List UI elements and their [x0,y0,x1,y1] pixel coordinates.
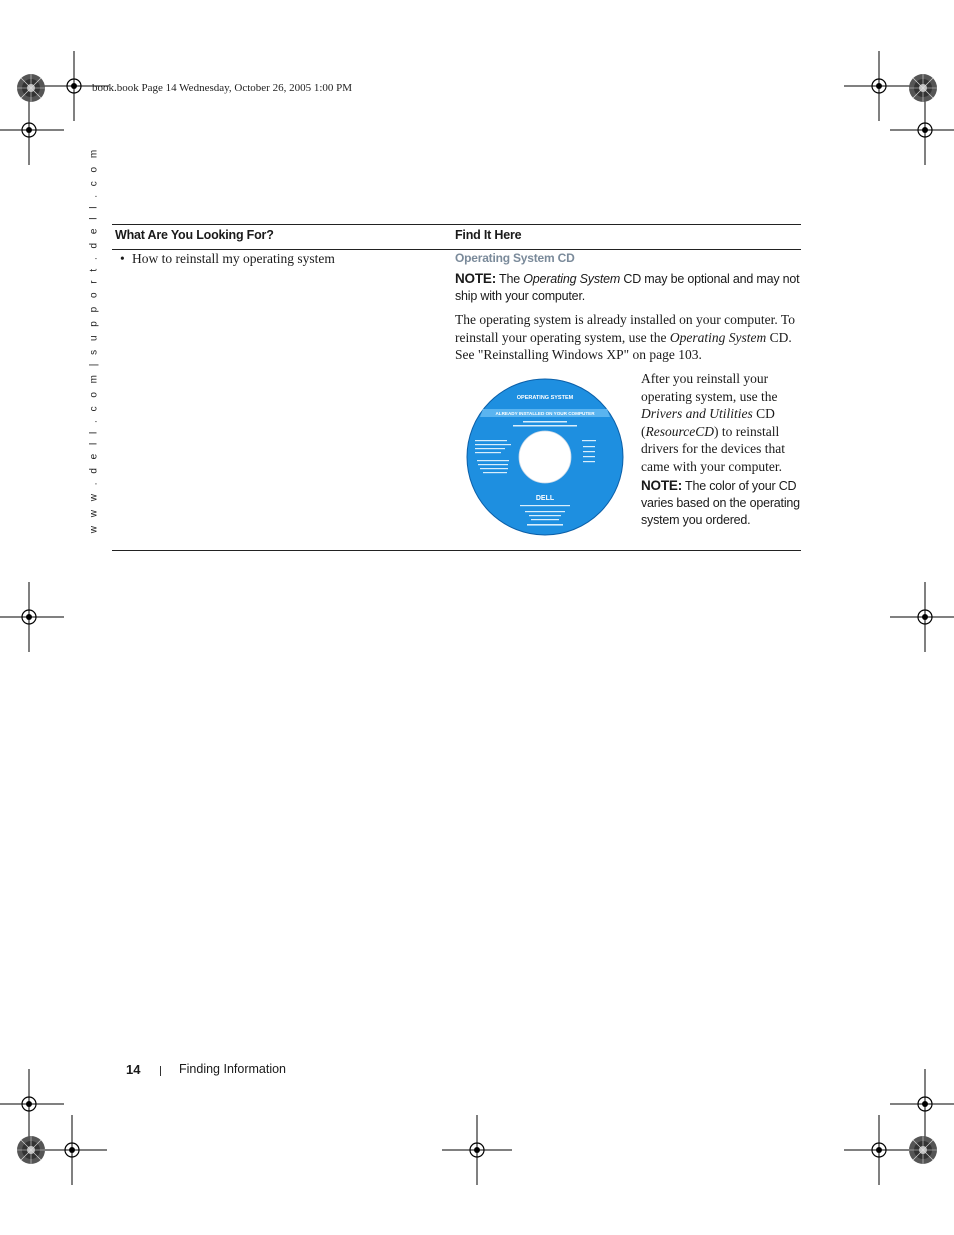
note-optional-cd: NOTE: The Operating System CD may be optional and may not ship with your computer. [455,271,800,303]
after-reinstall-paragraph: After you reinstall your operating system, use the Drivers and Utilities CD (ResourceCD) to reinstall drivers for the devices that came with your computer. [641,371,785,474]
starburst-mark-icon [908,73,938,103]
registration-mark-icon [442,1115,512,1185]
operating-system-cd-image [465,377,625,537]
cd-center-hole [519,431,571,483]
note-cd-color: NOTE: The color of your CD varies based on the operating system you ordered. [641,478,800,527]
dell-logo: DELL [535,495,555,502]
note-label: NOTE: [455,271,496,286]
note-label: NOTE: [641,478,682,493]
cd-title-label: OPERATING SYSTEM [516,395,574,401]
list-item [120,251,335,267]
starburst-mark-icon [16,1135,46,1165]
registration-mark-icon [844,1115,914,1185]
footer-divider [160,1066,161,1076]
bullet-icon: • [120,251,125,266]
table-bottom-rule [112,550,801,551]
cd-side-text [641,370,801,535]
registration-mark-icon [890,582,954,652]
column-header-looking-for: What Are You Looking For? [115,228,274,242]
cd-banner-label: ALREADY INSTALLED ON YOUR COMPUTER [495,411,595,416]
registration-mark-icon [0,95,64,165]
column-header-find-it-here: Find It Here [455,228,522,242]
find-it-here-cell [455,251,800,527]
print-header: book.book Page 14 Wednesday, October 26, 2005 1:00 PM [92,82,353,94]
section-title: Operating System CD [455,251,575,265]
footer-section-label: Finding Information [179,1062,287,1076]
page-number: 14 [126,1062,141,1077]
starburst-mark-icon [908,1135,938,1165]
reinstall-paragraph: The operating system is already installed on your computer. To reinstall your operating system, use the Operating System CD. See "Reinstalling Windows XP" on page 103. [455,312,795,362]
table-header-rule [112,249,801,250]
registration-mark-icon [890,95,954,165]
registration-mark-icon [0,582,64,652]
table-top-rule [112,224,801,225]
starburst-mark-icon [16,73,46,103]
registration-mark-icon [37,1115,107,1185]
list-item-text: How to reinstall my operating system [132,251,335,266]
side-url-text: w w w . d e l l . c o m | s u p p o r t . d e l l . c o m [88,146,100,534]
